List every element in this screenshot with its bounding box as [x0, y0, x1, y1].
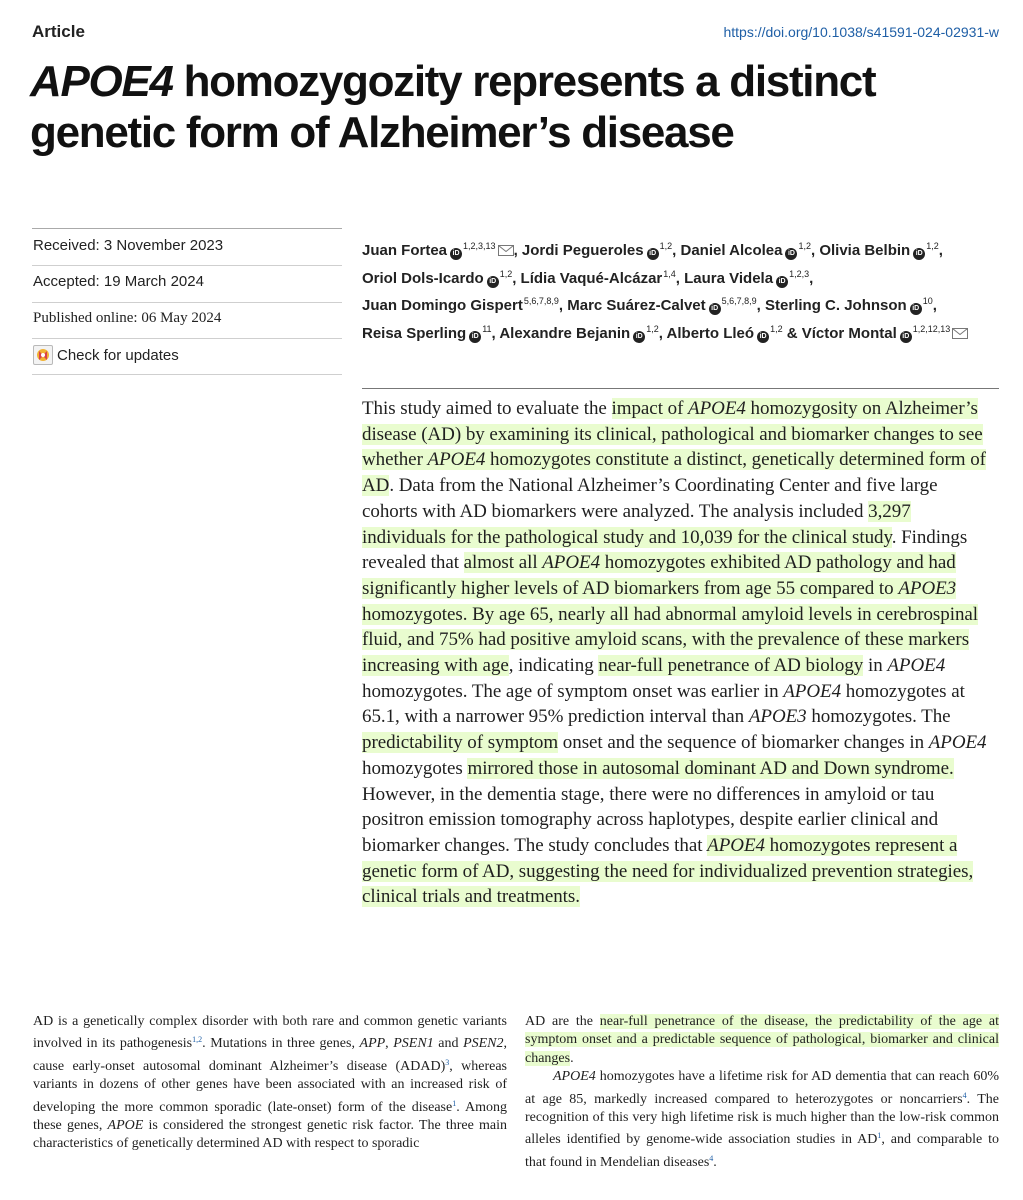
citation-link[interactable]: 4 — [962, 1090, 967, 1100]
body-text: AD is a genetically complex disorder with both rare and common genetic variants involved in its pathogenesis — [33, 1014, 507, 1052]
body-text: . — [713, 1154, 717, 1170]
author-name[interactable]: Oriol Dols-Icardo — [362, 270, 484, 288]
author-name[interactable]: Lídia Vaqué-Alcázar — [520, 270, 663, 288]
author-name[interactable]: Alexandre Bejanin — [499, 324, 631, 342]
body-text: . Among these genes, — [33, 1099, 507, 1134]
author[interactable] — [684, 270, 813, 287]
author-affiliation: 5,6,7,8,9 — [721, 296, 757, 307]
author-separator: , — [491, 324, 496, 342]
abstract-text: in — [863, 655, 888, 677]
body-text: , and comparable to that found in Mendelian diseases — [525, 1132, 999, 1170]
body-text: , whereas variants in dozens of other genes have been associated with an increased risk of developing the more common sporadic (late-onset) form of the disease — [33, 1058, 507, 1115]
author-name[interactable]: Alberto Lleó — [666, 324, 755, 342]
author[interactable] — [521, 270, 680, 287]
author-separator: , — [675, 270, 680, 288]
section-label: Article — [32, 22, 85, 41]
abstract-text: APOE4 — [928, 732, 987, 754]
orcid-icon[interactable]: iD — [913, 248, 925, 260]
author-separator: , — [512, 270, 517, 288]
body-text: AD are the — [525, 1014, 600, 1029]
check-for-updates-label: Check for updates — [57, 346, 179, 364]
author-affiliation: 1,2 — [926, 241, 939, 251]
author-separator: , — [558, 297, 564, 315]
title-rest: homozygozity represents a distinct genetic form of Alzheimer’s disease — [30, 57, 876, 157]
highlighted-text: 3,297 individuals for the pathological study and 10,039 for the clinical study — [362, 500, 911, 548]
author-name[interactable]: Daniel Alcolea — [680, 242, 783, 259]
author-separator: & — [782, 324, 798, 342]
author-affiliation: 1,2,3 — [789, 269, 810, 280]
author-affiliation: 1,2,12,13 — [912, 323, 951, 334]
author[interactable] — [819, 242, 943, 259]
orcid-icon[interactable]: iD — [633, 331, 645, 343]
abstract-text: APOE3 — [748, 706, 807, 728]
author[interactable] — [362, 270, 516, 287]
abstract-text: . Findings revealed that — [362, 526, 968, 574]
author[interactable] — [362, 297, 563, 314]
author-affiliation: 1,2 — [798, 241, 811, 251]
article-title — [30, 56, 1000, 158]
envelope-icon[interactable] — [952, 323, 968, 346]
orcid-icon[interactable]: iD — [785, 248, 797, 260]
article-header — [32, 22, 999, 46]
author[interactable] — [522, 242, 676, 259]
abstract-text: This study aimed to evaluate the — [362, 398, 612, 419]
author-affiliation: 5,6,7,8,9 — [523, 296, 559, 307]
author-separator: , — [932, 297, 937, 315]
orcid-icon[interactable]: iD — [757, 331, 769, 343]
title-gene: APOE4 — [30, 57, 173, 106]
author-name[interactable]: Juan Fortea — [362, 242, 448, 259]
author-affiliation: 1,4 — [663, 269, 676, 280]
author-name[interactable]: Juan Domingo Gispert — [362, 297, 523, 315]
gene-name: APOE — [107, 1118, 144, 1134]
abstract-text: However, in the dementia stage, there were no differences in amyloid or tau positron emission tomography across haplotypes, despite earlier clinical and biomarker changes. The study concludes that — [362, 783, 939, 856]
abstract-text: homozygotes. The age of symptom onset was earlier in — [362, 680, 784, 702]
author[interactable] — [567, 297, 761, 314]
divider — [362, 388, 999, 389]
orcid-icon[interactable]: iD — [487, 276, 499, 288]
crossmark-icon — [33, 345, 53, 365]
author-separator: , — [756, 297, 761, 315]
abstract-text: homozygotes at 65.1, with a narrower 95% prediction interval than — [362, 680, 965, 728]
highlighted-text: APOE4 — [688, 398, 746, 419]
envelope-icon[interactable] — [498, 240, 514, 263]
author[interactable] — [765, 297, 937, 314]
highlighted-text: APOE4 — [707, 834, 765, 856]
author-affiliation: 1,2 — [659, 241, 673, 251]
author-separator: , — [513, 242, 518, 259]
abstract-text: APOE4 — [783, 680, 842, 702]
author-name[interactable]: Sterling C. Johnson — [765, 297, 907, 315]
author[interactable] — [362, 325, 496, 342]
author-affiliation: 1,2 — [770, 323, 783, 334]
body-text: is considered the strongest genetic risk factor. The three main characteristics of genetically determined AD with respect to sporadic — [33, 1118, 507, 1152]
body-text: . Mutations in three genes, — [202, 1036, 360, 1052]
body-paragraph — [525, 1068, 999, 1172]
orcid-icon[interactable]: iD — [647, 248, 659, 260]
highlighted-text: homozygotes constitute a distinct, genetically determined form of AD — [362, 449, 986, 497]
highlighted-text: APOE3 — [898, 577, 957, 599]
highlighted-text: near-full penetrance of the disease, the predictability of the age at symptom onset and a predictable sequence of pathological, biomarker and clinical changes — [525, 1014, 999, 1066]
divider — [32, 374, 342, 375]
body-text-left-column — [33, 1013, 507, 1154]
highlighted-text: APOE4 — [427, 449, 486, 471]
divider — [32, 338, 342, 339]
divider — [32, 265, 342, 266]
abstract-text: homozygotes. The — [806, 706, 951, 728]
highlighted-text: homozygotes. By age 65, nearly all had abnormal amyloid levels in cerebrospinal fluid, and 75% had positive amyloid scans, with the prevalence of these markers increasing with age — [362, 603, 979, 677]
orcid-icon[interactable]: iD — [469, 331, 481, 343]
check-for-updates-button[interactable] — [33, 345, 179, 365]
highlighted-text: homozygosity on Alzheimer’s disease (AD) by examining its clinical, pathological and biomarker changes to see whether — [362, 398, 983, 471]
author-affiliation: 1,2 — [646, 323, 659, 334]
divider — [32, 302, 342, 303]
body-text: . — [570, 1050, 574, 1066]
citation-link[interactable]: 1,2 — [192, 1035, 203, 1045]
citation-link[interactable]: 1 — [452, 1098, 457, 1108]
author-name[interactable]: Reisa Sperling — [362, 324, 467, 342]
published-date: Published online: 06 May 2024 — [33, 310, 222, 326]
orcid-icon[interactable]: iD — [900, 331, 912, 343]
highlighted-text: homozygotes represent a genetic form of AD, suggesting the need for individualized prevention strategies, clinical trials and treatments. — [362, 834, 974, 908]
highlighted-text: predictability of symptom — [362, 732, 559, 754]
author-separator: , — [672, 242, 677, 259]
orcid-icon[interactable]: iD — [776, 276, 788, 288]
doi-link[interactable]: https://doi.org/10.1038/s41591-024-02931-w — [723, 24, 999, 40]
author-name[interactable]: Marc Suárez-Calvet — [567, 297, 706, 315]
orcid-icon[interactable]: iD — [910, 303, 922, 315]
author[interactable] — [680, 242, 815, 259]
author[interactable] — [362, 242, 518, 259]
author-name[interactable]: Laura Videla — [684, 270, 774, 288]
body-text: , — [385, 1036, 394, 1052]
author-affiliation: 10 — [922, 296, 933, 307]
author-affiliation: 1,2,3,13 — [463, 241, 496, 251]
highlighted-text: almost all — [463, 552, 543, 574]
author-affiliation: 1,2 — [499, 269, 513, 280]
highlighted-text: impact of — [611, 398, 689, 419]
divider — [32, 228, 342, 229]
body-paragraph — [525, 1013, 999, 1068]
accepted-date: Accepted: 19 March 2024 — [33, 273, 204, 290]
author-list — [362, 235, 1002, 346]
received-date: Received: 3 November 2023 — [33, 237, 224, 254]
author-name[interactable]: Víctor Montal — [801, 324, 897, 342]
abstract-text: , indicating — [508, 655, 599, 677]
author-separator: , — [658, 324, 663, 342]
gene-name: APP — [359, 1036, 386, 1052]
highlighted-text: near-full penetrance of AD biology — [598, 655, 864, 677]
author-separator: , — [938, 242, 943, 259]
abstract-text: homozygotes — [362, 757, 468, 779]
abstract — [362, 396, 987, 910]
author-separator: , — [809, 270, 814, 288]
abstract-text: . Data from the National Alzheimer’s Coordinating Center and five large cohorts with AD biomarkers were analyzed. The analysis included — [362, 475, 938, 522]
author[interactable] — [667, 325, 798, 342]
orcid-icon[interactable]: iD — [450, 248, 462, 260]
author[interactable] — [802, 325, 969, 342]
gene-name: APOE4 — [553, 1069, 596, 1085]
citation-link[interactable]: 1 — [877, 1131, 882, 1141]
highlighted-text: homozygotes exhibited AD pathology and had significantly higher levels of AD biomarkers from age 55 compared to — [362, 552, 956, 599]
highlighted-text: APOE4 — [542, 552, 601, 574]
abstract-text: onset and the sequence of biomarker changes in — [558, 732, 929, 754]
gene-name: PSEN1 — [393, 1036, 434, 1052]
citation-link[interactable]: 4 — [709, 1153, 714, 1163]
author-affiliation: 11 — [482, 323, 492, 334]
orcid-icon[interactable]: iD — [709, 303, 721, 315]
author-separator: , — [810, 242, 816, 259]
abstract-text: APOE4 — [887, 655, 946, 677]
body-text: , cause early-onset autosomal dominant Alzheimer’s disease (ADAD) — [33, 1036, 508, 1074]
author-name[interactable]: Jordi Pegueroles — [521, 242, 644, 259]
body-text: . The recognition of this very high lifetime risk is much higher than the low-risk common alleles identified by genome-wide association studies in AD — [525, 1091, 999, 1148]
author-name[interactable]: Olivia Belbin — [819, 242, 911, 259]
gene-name: PSEN2 — [463, 1036, 504, 1052]
author[interactable] — [499, 325, 663, 342]
citation-link[interactable]: 3 — [445, 1057, 450, 1067]
body-text: homozygotes have a lifetime risk for AD dementia that can reach 60% at age 85, markedly increased compared to heterozygotes or noncarriers — [525, 1069, 999, 1107]
highlighted-text: mirrored those in autosomal dominant AD and Down syndrome. — [467, 757, 954, 779]
body-text-right-column — [525, 1013, 999, 1172]
body-text: and — [433, 1036, 464, 1052]
